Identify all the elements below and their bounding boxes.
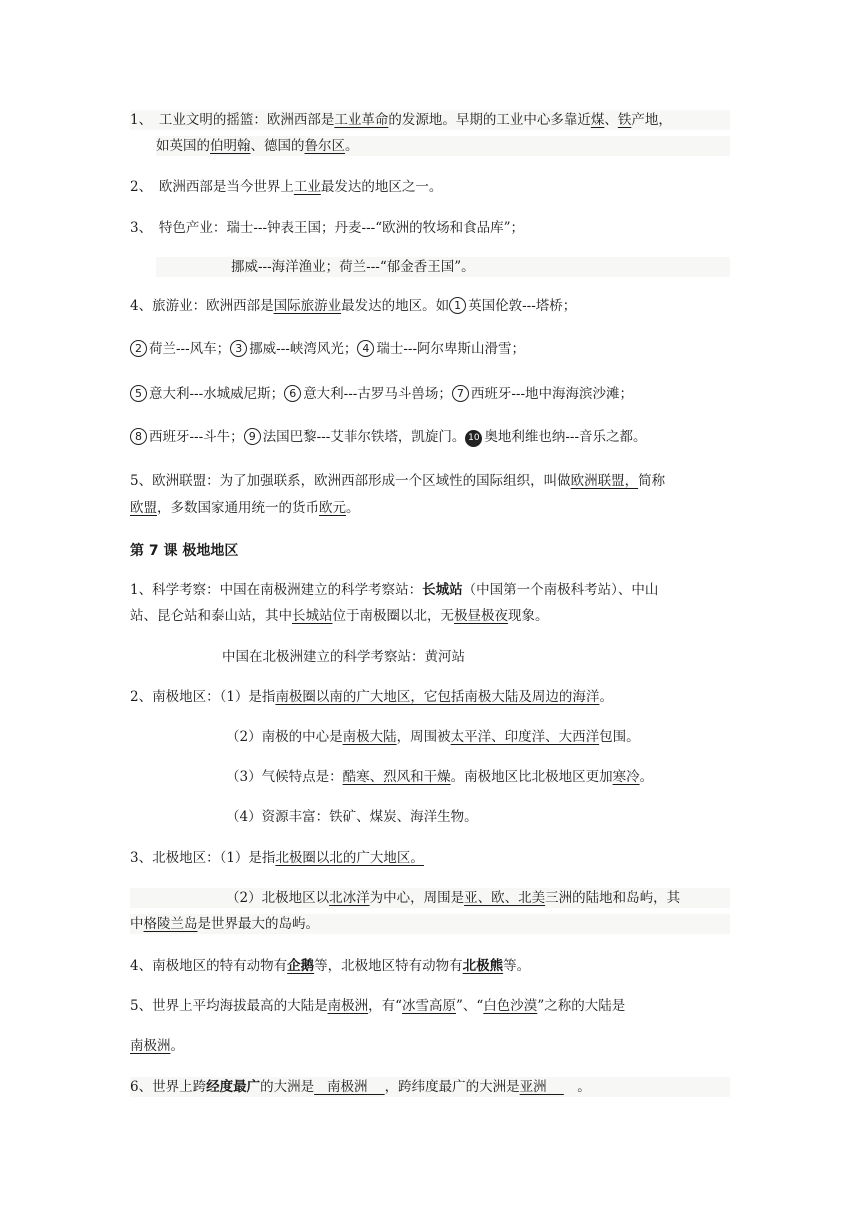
bold-term: 长城站 <box>422 582 463 598</box>
polar-item-5-line-1 <box>130 996 730 1016</box>
text: 5、世界上平均海拔最高的大陆是 <box>130 998 328 1014</box>
text: 位于南极圈以北，无 <box>332 608 454 624</box>
item-4-line-2 <box>130 339 730 359</box>
underlined-term: 欧元 <box>319 500 346 516</box>
text: 。 <box>346 500 360 516</box>
circled-number: 1 <box>449 297 466 314</box>
text: 是世界最大的岛屿。 <box>197 916 319 932</box>
text: 1、科学考察：中国在南极洲建立的科学考察站： <box>130 582 423 598</box>
text: （2）南极的中心是 <box>226 729 343 745</box>
underlined-term: 铁 <box>617 112 632 128</box>
circled-number: 6 <box>284 385 301 402</box>
item-4-line-1 <box>130 296 730 316</box>
item-5-line-2 <box>130 498 730 518</box>
underlined-term: 北冰洋 <box>329 890 370 906</box>
underlined-term: 国际旅游业 <box>273 298 342 314</box>
polar-item-3-line-3 <box>130 914 730 934</box>
text: 2、 欧洲西部是当今世界上 <box>130 179 294 195</box>
circled-number: 5 <box>130 385 147 402</box>
underlined-term: 寒冷 <box>612 769 640 785</box>
text: 为中心，周围是 <box>369 890 465 906</box>
polar-item-2-line-4 <box>226 807 826 827</box>
item-1-line-1 <box>130 110 730 130</box>
polar-item-1-line-2 <box>130 606 730 626</box>
underlined-term: 北极圈以北的广大地区。 <box>275 850 424 866</box>
text: 西班牙---斗牛； <box>149 429 244 445</box>
circled-number: 3 <box>230 340 247 357</box>
text: 。 <box>563 1079 591 1095</box>
text: 等，北极地区特有动物有 <box>314 958 463 974</box>
text: 法国巴黎---艾菲尔铁塔，凯旋门。 <box>262 429 466 445</box>
underlined-term: 南极圈以南的广大地区，它包括南极大陆及周边的海洋 <box>275 689 600 705</box>
circled-number: 4 <box>357 340 374 357</box>
underlined-term: 酷寒、烈风和干燥 <box>342 769 451 785</box>
underlined-term: 工业革命 <box>334 112 389 128</box>
item-3-line-1 <box>130 218 730 238</box>
item-3-line-2 <box>156 257 730 277</box>
text: 英国伦敦---塔桥； <box>468 298 577 314</box>
underlined-term: 太平洋、印度洋、大西洋 <box>450 729 600 745</box>
text: （4）资源丰富：铁矿、煤炭、海洋生物。 <box>226 809 478 825</box>
text: 。 <box>599 689 613 705</box>
text: 的发源地。早期的工业中心多靠近 <box>388 112 591 128</box>
text: 三洲的陆地和岛屿，其 <box>545 890 681 906</box>
text: 瑞士---阿尔卑斯山滑雪； <box>376 341 526 357</box>
polar-item-2-line-1 <box>130 687 730 707</box>
polar-item-6 <box>130 1077 730 1097</box>
text: 3、北极地区：（1）是指 <box>130 850 276 866</box>
circled-number: 8 <box>130 428 147 445</box>
text: 荷兰---风车； <box>149 341 231 357</box>
polar-item-2-line-2 <box>226 727 826 747</box>
text: 西班牙---地中海海滨沙滩； <box>470 386 634 402</box>
text: 站、昆仑站和泰山站，其中 <box>130 608 292 624</box>
text: 。 <box>170 1038 184 1054</box>
underlined-term: 亚、欧、北美 <box>464 890 546 906</box>
text: 现象。 <box>508 608 549 624</box>
circled-number: 10 <box>465 430 482 447</box>
polar-item-2-line-3 <box>226 767 826 787</box>
text: 中国在北极洲建立的科学考察站：黄河站 <box>222 649 465 665</box>
text: （3）气候特点是： <box>226 769 343 785</box>
underlined-term: 南极洲 <box>130 1038 171 1054</box>
polar-item-1-line-3 <box>222 647 822 667</box>
underlined-term: 格陵兰岛 <box>143 916 198 932</box>
text: 3、 特色产业：瑞士---钟表王国；丹麦---“欧洲的牧场和食品库”； <box>130 220 525 236</box>
text: 、 <box>604 112 618 128</box>
polar-item-4 <box>130 956 730 976</box>
text: 挪威---海洋渔业；荷兰---“郁金香王国”。 <box>231 259 475 275</box>
text: ”、“ <box>456 998 484 1014</box>
underlined-term: 长城站 <box>292 608 333 624</box>
item-1-line-2 <box>156 136 730 156</box>
underlined-blank: 南极洲 <box>314 1079 385 1095</box>
circled-number: 2 <box>130 340 147 357</box>
item-2 <box>130 177 730 197</box>
underlined-blank: 亚洲 <box>519 1079 564 1095</box>
underlined-term: 南极洲 <box>327 998 369 1014</box>
text: 简称 <box>638 473 666 489</box>
underlined-term: 工业 <box>293 179 321 195</box>
text: 意大利---古罗马斗兽场； <box>303 386 452 402</box>
polar-item-1-line-1 <box>130 580 730 600</box>
text: 4、南极地区的特有动物有 <box>130 958 288 974</box>
text: （2）北极地区以 <box>226 890 330 906</box>
text: 4、旅游业：欧洲西部是 <box>130 298 274 314</box>
polar-item-3-line-1 <box>130 848 730 868</box>
item-4-line-3 <box>130 384 730 404</box>
polar-item-5-line-2 <box>130 1036 730 1056</box>
bold-underlined-term: 北极熊 <box>462 958 504 974</box>
underlined-term: 极昼极夜 <box>454 608 508 624</box>
underlined-term: 白色沙漠 <box>483 998 538 1014</box>
underlined-term: 欧盟 <box>130 500 157 516</box>
text: （中国第一个南极科考站）、中山 <box>462 582 659 598</box>
text: 奥地利维也纳---音乐之都。 <box>484 429 647 445</box>
underlined-term: 欧洲联盟， <box>570 473 639 489</box>
text: ，有“ <box>368 998 402 1014</box>
text: ，跨纬度最广的大洲是 <box>384 1079 520 1095</box>
polar-item-3-line-2 <box>130 888 730 908</box>
text: 。 <box>345 138 359 154</box>
text: 6、世界上跨 <box>130 1079 207 1095</box>
text: 。南极地区比北极地区更加 <box>450 769 613 785</box>
underlined-term: 冰雪高原 <box>402 998 456 1014</box>
text: ，周围被 <box>396 729 451 745</box>
text: 包围。 <box>599 729 640 745</box>
item-4-line-4 <box>130 427 730 447</box>
circled-number: 7 <box>452 385 469 402</box>
text: ”之称的大陆是 <box>537 998 626 1014</box>
bold-term: 经度最广 <box>206 1079 261 1095</box>
text: 中 <box>130 916 144 932</box>
text: 1、 工业文明的摇篮：欧洲西部是 <box>130 112 335 128</box>
text: 。 <box>639 769 654 785</box>
bold-underlined-term: 企鹅 <box>287 958 315 974</box>
text: 最发达的地区之一。 <box>320 179 443 195</box>
text: 产地， <box>631 112 672 128</box>
lesson-heading: 第 7 课 极地地区 <box>130 543 239 559</box>
text: 如英国的 <box>156 138 210 154</box>
underlined-term: 煤 <box>590 112 605 128</box>
text: 等。 <box>503 958 531 974</box>
text: 5、欧洲联盟：为了加强联系，欧洲西部形成一个区域性的国际组织，叫做 <box>130 473 571 489</box>
underlined-term: 伯明翰 <box>210 138 251 154</box>
underlined-term: 鲁尔区 <box>304 138 345 154</box>
text: 的大洲是 <box>260 1079 315 1095</box>
underlined-term: 南极大陆 <box>342 729 397 745</box>
text: 2、南极地区：（1）是指 <box>130 689 276 705</box>
item-5-line-1 <box>130 471 730 491</box>
circled-number: 9 <box>244 428 261 445</box>
text: ，多数国家通用统一的货币 <box>157 500 319 516</box>
text: 、德国的 <box>250 138 305 154</box>
text: 最发达的地区。如 <box>341 298 450 314</box>
text: 意大利---水城威尼斯； <box>149 386 285 402</box>
text: 挪威---峡湾风光； <box>249 341 358 357</box>
